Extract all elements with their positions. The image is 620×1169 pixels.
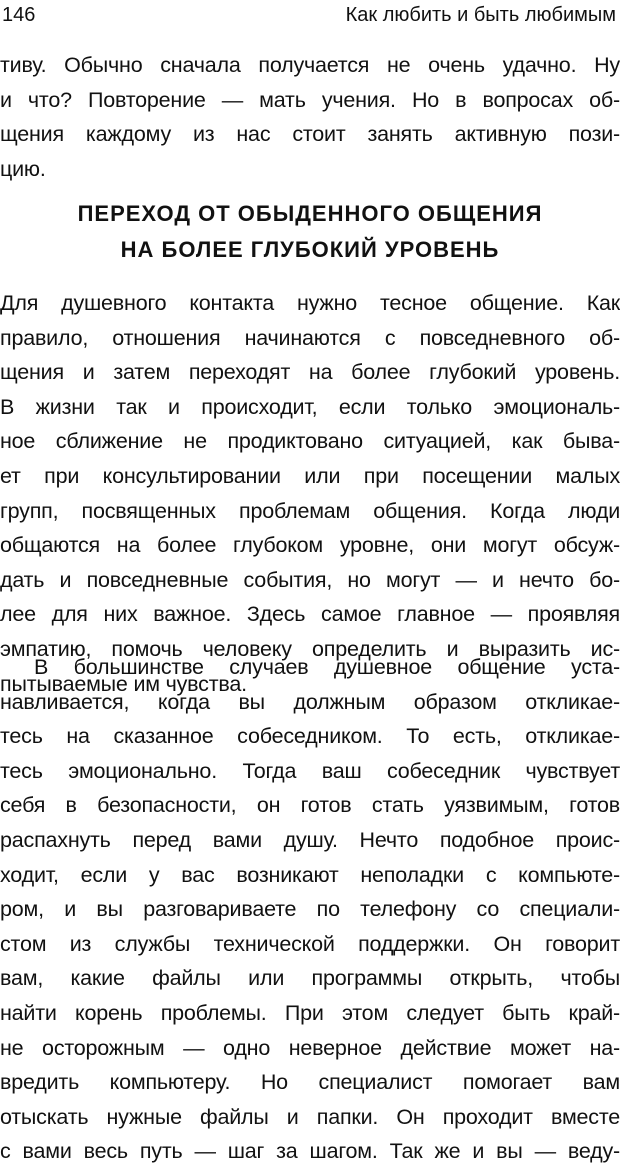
text-line: щения каждому из нас стоит занять активную пози- bbox=[0, 122, 620, 147]
text-line: Для душевного контакта нужно тесное общение. Как bbox=[0, 291, 620, 315]
intro-paragraph bbox=[0, 48, 620, 186]
text-line: ное сближение не продиктовано ситуацией, как быва- bbox=[0, 429, 620, 454]
text-line: вам, какие файлы или программы открыть, чтобы bbox=[0, 966, 620, 991]
text-line: тесь на сказанное собеседником. То есть, откликае- bbox=[0, 724, 620, 749]
text-line: лее для них важное. Здесь самое главное — проявляя bbox=[0, 602, 620, 627]
text-line: с вами весь путь — шаг за шагом. Так же и вы — веду- bbox=[0, 1139, 620, 1164]
text-line: тесь эмоционально. Тогда ваш собеседник чувствует bbox=[0, 758, 620, 783]
text-line: не осторожным — одно неверное действие может на- bbox=[0, 1035, 620, 1060]
text-line: навливается, когда вы должным образом откликае- bbox=[0, 689, 620, 714]
text-line: ходит, если у вас возникают неполадки с компьюте- bbox=[0, 862, 620, 887]
heading-line: ПЕРЕХОД ОТ ОБЫДЕННОГО ОБЩЕНИЯ bbox=[77, 201, 543, 226]
text-line: В большинстве случаев душевное общение уста- bbox=[34, 655, 620, 679]
text-line: себя в безопасности, он готов стать уязвимым, готов bbox=[0, 793, 620, 818]
text-line: общаются на более глубоком уровне, они могут обсуж- bbox=[0, 533, 620, 558]
text-line: пытываемые им чувства. bbox=[0, 671, 247, 696]
page-number: 146 bbox=[2, 4, 36, 26]
text-line: ет при консультировании или при посещении малых bbox=[0, 463, 620, 488]
text-line: цию. bbox=[0, 156, 46, 181]
text-line: щения и затем переходят на более глубокий уровень. bbox=[0, 360, 620, 385]
text-line: дать и повседневные события, но могут — и нечто бо- bbox=[0, 567, 620, 592]
paragraph-1 bbox=[0, 286, 620, 701]
text-line: правило, отношения начинаются с повседневного об- bbox=[0, 325, 620, 350]
heading-line: НА БОЛЕЕ ГЛУБОКИЙ УРОВЕНЬ bbox=[120, 237, 500, 262]
running-header bbox=[0, 0, 620, 36]
section-heading bbox=[0, 196, 620, 268]
text-line: эмпатию, помочь человеку определить и выразить ис- bbox=[0, 636, 620, 661]
text-line: групп, посвященных проблемам общения. Когда люди bbox=[0, 498, 620, 523]
text-line: распахнуть перед вами душу. Нечто подобное проис- bbox=[0, 827, 620, 852]
text-line: тиву. Обычно сначала получается не очень удачно. Ну bbox=[0, 53, 620, 77]
text-line: вредить компьютеру. Но специалист помогает вам bbox=[0, 1070, 620, 1095]
text-line: и что? Повторение — мать учения. Но в вопросах об- bbox=[0, 87, 620, 112]
text-line: ром, и вы разговариваете по телефону со специали- bbox=[0, 897, 620, 922]
book-title: Как любить и быть любимым bbox=[345, 4, 616, 26]
text-line: В жизни так и происходит, если только эмоциональ- bbox=[0, 394, 620, 419]
text-line: стом из службы технической поддержки. Он говорит bbox=[0, 931, 620, 956]
text-line: найти корень проблемы. При этом следует быть край- bbox=[0, 1000, 620, 1025]
text-line: отыскать нужные файлы и папки. Он проходит вместе bbox=[0, 1104, 620, 1129]
paragraph-2 bbox=[0, 650, 620, 1169]
